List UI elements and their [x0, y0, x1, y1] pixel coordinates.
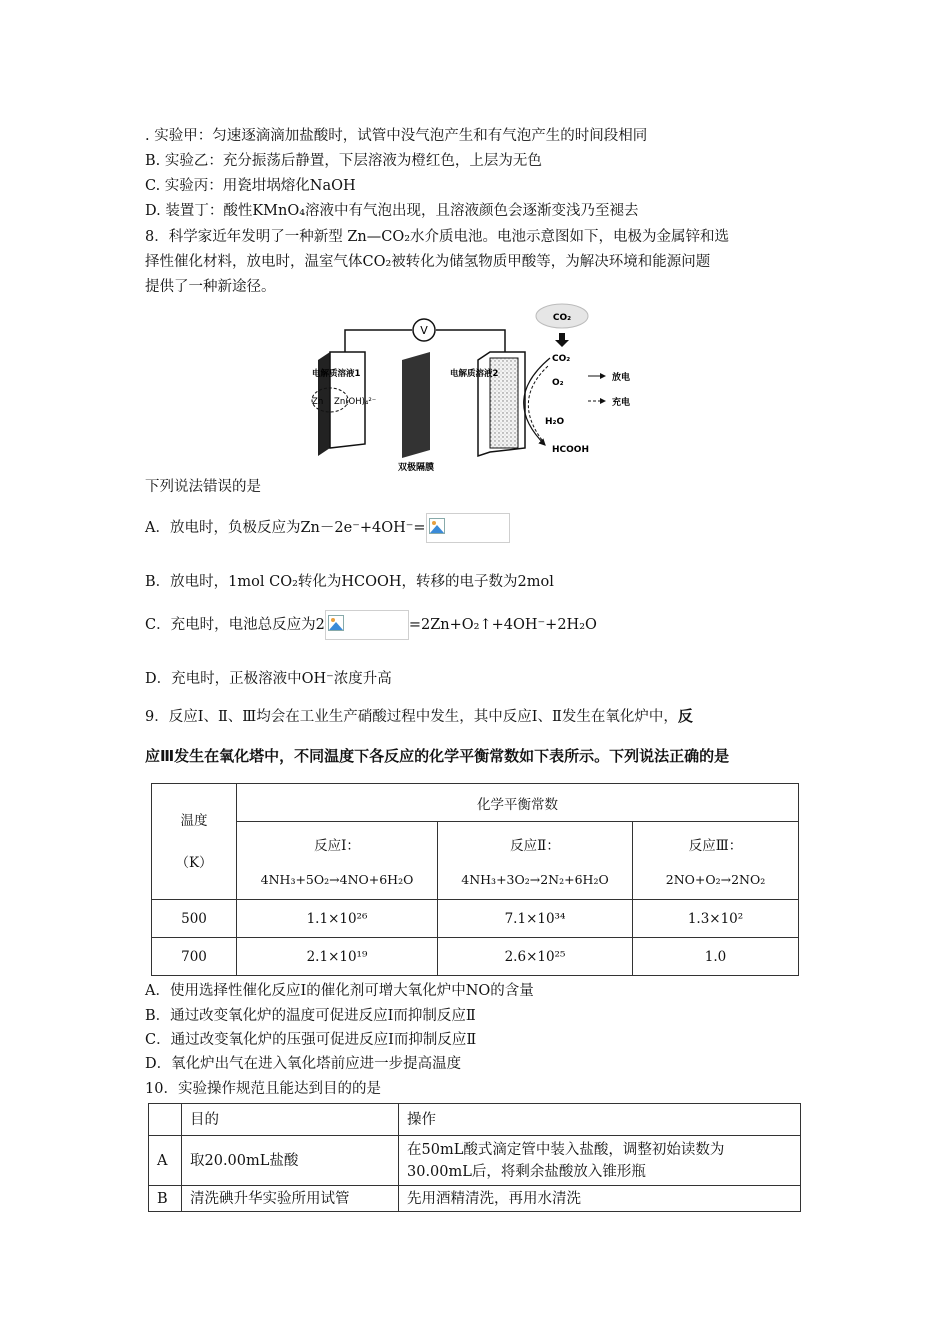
discharge-arc — [524, 358, 550, 445]
electrolyte-1-label: 电解质溶液1 — [312, 369, 361, 379]
reaction-2-name: 反应Ⅱ： — [510, 838, 560, 854]
table-row — [152, 900, 799, 938]
row-label: B — [149, 1186, 182, 1212]
voltmeter-label: V — [420, 324, 428, 337]
q8-stem-line3: 提供了一种新途径。 — [145, 279, 276, 295]
table-row — [152, 938, 799, 976]
o2-label: O₂ — [552, 378, 564, 388]
k-cell: 1.1×10²⁶ — [237, 900, 438, 938]
row-operation-line: 30.00mL后，将剩余盐酸放入锥形瓶 — [407, 1163, 646, 1180]
k-cell: 7.1×10³⁴ — [438, 900, 633, 938]
hcooh-label: HCOOH — [552, 445, 589, 455]
q7-option-d: D. 装置丁：酸性KMnO₄溶液中有气泡出现，且溶液颜色会逐渐变浅乃至褪去 — [145, 203, 639, 219]
q7-option-b: B. 实验乙：充分振荡后静置，下层溶液为橙红色，上层为无色 — [145, 153, 542, 169]
q8-option-d: D．充电时，正极溶液中OH⁻浓度升高 — [145, 671, 392, 687]
membrane-label: 双极隔膜 — [398, 463, 435, 473]
electrolyte-2-label: 电解质溶液2 — [450, 369, 499, 379]
q8-option-c-pre: C．充电时，电池总反应为2 — [145, 617, 325, 633]
row-operation — [399, 1136, 801, 1186]
q9-stem-tail: 反 — [677, 707, 693, 725]
q8-stem-line1: 8．科学家近年发明了一种新型 Zn—CO₂水介质电池。电池示意图如下，电极为金属锌和选 — [145, 229, 730, 245]
battery-diagram — [290, 300, 650, 475]
co2-label: CO₂ — [552, 354, 571, 364]
image-placeholder-icon — [328, 615, 344, 631]
header-goal: 目的 — [182, 1104, 399, 1136]
k-cell: 1.3×10² — [633, 900, 799, 938]
reaction-3-cell — [633, 822, 799, 900]
broken-image — [426, 513, 510, 543]
reaction-3-equation: 2NO+O₂→2NO₂ — [665, 872, 766, 887]
temp-header-cell — [152, 784, 237, 900]
q7-option-c: C. 实验丙：用瓷坩埚熔化NaOH — [145, 178, 356, 194]
header-label-cell — [149, 1104, 182, 1136]
table-header-row — [149, 1104, 801, 1136]
co2-cloud-label: CO₂ — [552, 313, 572, 323]
bipolar-membrane — [402, 352, 430, 458]
legend-charge: 充电 — [612, 398, 631, 408]
q9-stem-line1 — [145, 705, 693, 728]
reaction-1-name: 反应Ⅰ： — [314, 838, 360, 854]
group-header: 化学平衡常数 — [237, 784, 799, 822]
q8-option-a — [145, 513, 510, 543]
q9-option-d: D．氧化炉出气在进入氧化塔前应进一步提高温度 — [145, 1056, 462, 1072]
q8-option-c — [145, 610, 597, 640]
reaction-2-cell — [438, 822, 633, 900]
row-label: A — [149, 1136, 182, 1186]
zn-oh4-label: Zn(OH)₄²⁻ — [334, 397, 377, 407]
table-row — [149, 1186, 801, 1212]
row-operation-line: 在50mL酸式滴定管中装入盐酸，调整初始读数为 — [407, 1141, 725, 1158]
row-operation: 先用酒精清洗，再用水清洗 — [399, 1186, 801, 1212]
q8-option-c-post: =2Zn+O₂↑+4OH⁻+2H₂O — [408, 617, 597, 633]
table-row — [149, 1136, 801, 1186]
legend-discharge: 放电 — [612, 373, 631, 383]
q9-stem-line2: 应Ⅲ发生在氧化塔中，不同温度下各反应的化学平衡常数如下表所示。下列说法正确的是 — [145, 747, 730, 765]
zn-label: Zn — [312, 397, 324, 407]
q8-question: 下列说法错误的是 — [145, 479, 261, 495]
k-cell: 2.6×10²⁵ — [438, 938, 633, 976]
q9-option-a: A．使用选择性催化反应Ⅰ的催化剂可增大氧化炉中NO的含量 — [145, 983, 534, 999]
image-placeholder-icon — [429, 518, 445, 534]
equilibrium-table — [151, 783, 799, 976]
q10-table — [148, 1103, 801, 1212]
temp-cell: 500 — [152, 900, 237, 938]
k-cell: 1.0 — [633, 938, 799, 976]
q9-option-c: C．通过改变氧化炉的压强可促进反应Ⅰ而抑制反应Ⅱ — [145, 1032, 477, 1048]
co2-down-arrow — [555, 333, 569, 347]
row-goal: 清洗碘升华实验所用试管 — [182, 1186, 399, 1212]
h2o-label: H₂O — [545, 417, 565, 427]
q8-option-b: B．放电时，1mol CO₂转化为HCOOH，转移的电子数为2mol — [145, 574, 554, 590]
q8-stem-line2: 择性催化材料，放电时，温室气体CO₂被转化为储氢物质甲酸等，为解决环境和能源问题 — [145, 254, 711, 270]
q7-option-a: . 实验甲：匀速逐滴滴加盐酸时，试管中没气泡产生和有气泡产生的时间段相同 — [145, 128, 648, 144]
k-cell: 2.1×10¹⁹ — [237, 938, 438, 976]
broken-image — [325, 610, 409, 640]
reaction-2-equation: 4NH₃+3O₂→2N₂+6H₂O — [461, 872, 609, 887]
row-goal: 取20.00mL盐酸 — [182, 1136, 399, 1186]
reaction-3-name: 反应Ⅲ： — [688, 838, 743, 854]
temp-unit: （K） — [175, 854, 213, 871]
q10-stem: 10．实验操作规范且能达到目的的是 — [145, 1081, 381, 1097]
q9-option-b: B．通过改变氧化炉的温度可促进反应Ⅰ而抑制反应Ⅱ — [145, 1008, 476, 1024]
reaction-1-cell — [237, 822, 438, 900]
q8-option-a-text: A．放电时，负极反应为Zn－2e⁻+4OH⁻= — [145, 520, 426, 536]
q9-stem-part1: 9．反应Ⅰ、Ⅱ、Ⅲ均会在工业生产硝酸过程中发生，其中反应Ⅰ、Ⅱ发生在氧化炉中， — [145, 709, 678, 725]
temp-header: 温度 — [180, 812, 208, 829]
reaction-1-equation: 4NH₃+5O₂→4NO+6H₂O — [260, 872, 414, 887]
header-operation: 操作 — [399, 1104, 801, 1136]
temp-cell: 700 — [152, 938, 237, 976]
